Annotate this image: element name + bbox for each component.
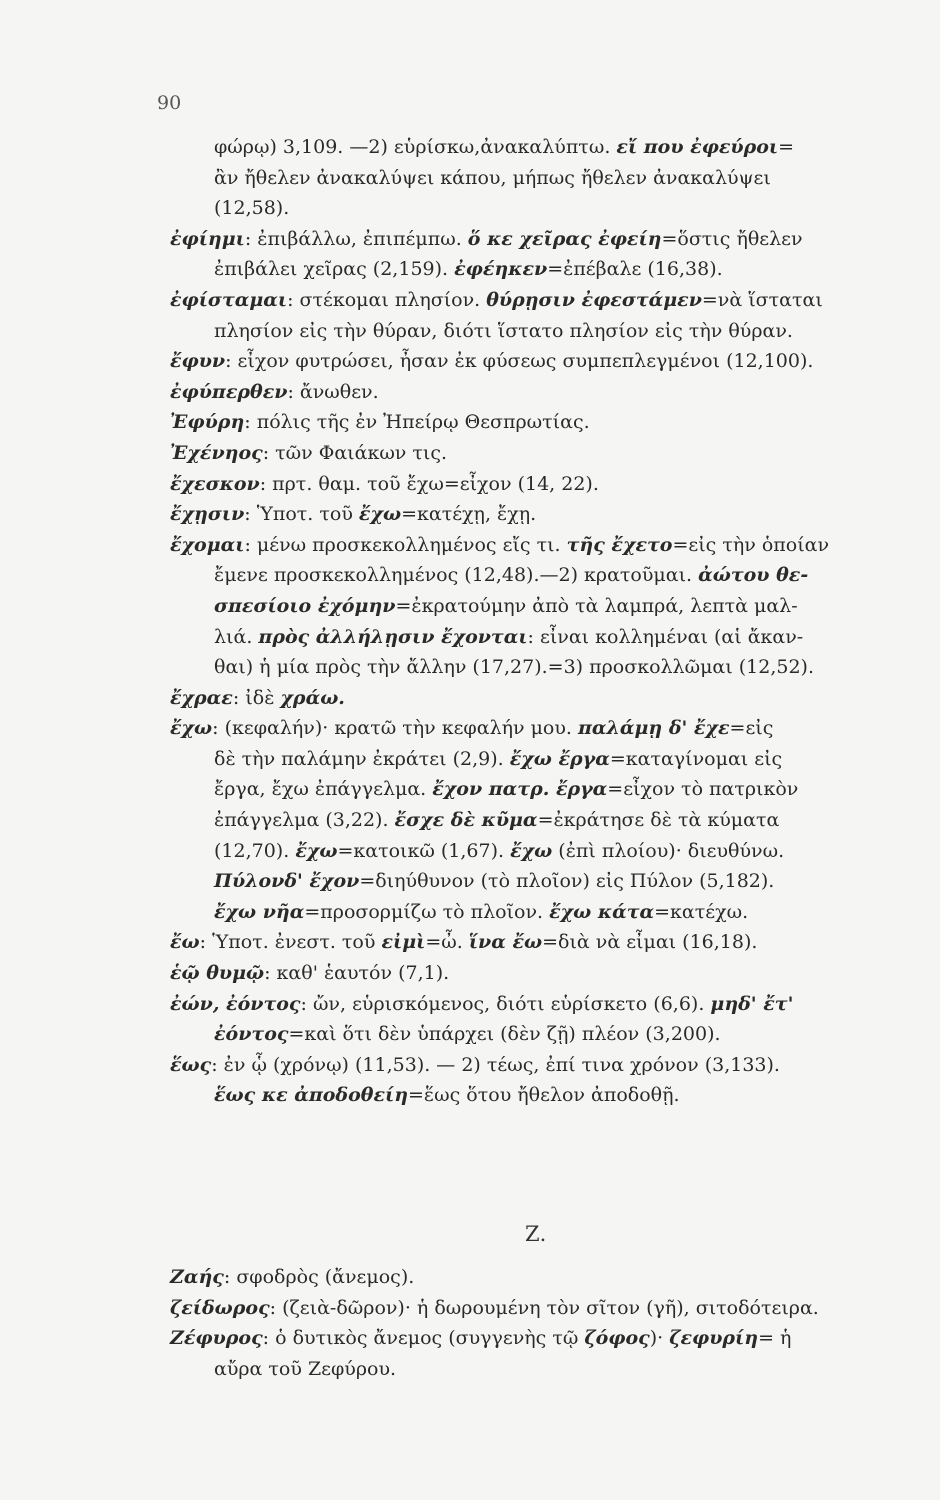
definition-text: =κατέχω. (654, 900, 749, 923)
entry-line (170, 622, 910, 653)
definition-text: ἐπιβάλει χεῖρας (2,159). (214, 258, 455, 281)
definition-text: =ἐκρατούμην ἀπὸ τὰ λαμπρά, λεπτὰ μαλ- (395, 594, 798, 617)
definition-text: =εἰς τὴν ὁποίαν (672, 533, 830, 556)
definition-text: αὔρα τοῦ Ζεφύρου. (214, 1357, 397, 1380)
definition-text: θαι) ἡ μία πρὸς τὴν ἄλλην (17,27).=3) προσκολλῶμαι (12,52). (214, 656, 815, 679)
quotation: ζόφος (584, 1327, 650, 1350)
entry-line (170, 163, 910, 194)
entry-line (170, 469, 910, 500)
headword: ἑῷ θυμῷ (170, 962, 265, 985)
entry-line (170, 560, 910, 591)
definition-text: : εἶχον φυτρώσει, ἦσαν ἐκ φύσεως συμπεπλεγμένοι (12,100). (225, 350, 814, 373)
entry-line (170, 407, 910, 438)
entry-line (170, 132, 910, 163)
quotation: ζεφυρίη (669, 1327, 759, 1350)
headword: ἐφίημι (170, 227, 245, 250)
definition-text: =κατοικῶ (1,67). (337, 839, 511, 862)
quotation: ἔχω νῆα (214, 900, 305, 923)
definition-text: λιά. (214, 625, 259, 648)
definition-text: : τῶν Φαιάκων τις. (262, 441, 448, 464)
entry-line (170, 1262, 910, 1293)
definition-text: : πόλις τῆς ἐν Ἠπείρῳ Θεσπρωτίας. (244, 411, 590, 434)
quotation: ἔχον πατρ. ἔργα (432, 778, 608, 801)
definition-text: ἂν ἤθελεν ἀνακαλύψει κάπου, μήπως ἤθελεν ἀνακαλύψει (214, 166, 771, 189)
headword: ἐών, ἐόντος (170, 992, 301, 1015)
entry-line (170, 499, 910, 530)
definition-text: φώρῳ) 3,109. —2) εὑρίσκω,ἀνακαλύπτω. (214, 136, 617, 158)
entry-line (170, 652, 910, 683)
quotation: πρὸς ἀλλήλῃσιν ἔχονται (258, 625, 528, 648)
entry-line (170, 744, 910, 775)
definition-text: (ἐπὶ πλοίου)· διευθύνω. (552, 839, 785, 862)
definition-text: : ἰδὲ (232, 686, 281, 709)
quotation: εἰμὶ (381, 931, 426, 954)
definition-text: δὲ τὴν παλάμην ἐκράτει (2,9). (214, 747, 510, 770)
definition-text: : ἐπιβάλλω, ἐπιπέμπω. (244, 227, 468, 250)
headword: ἕως (170, 1053, 212, 1076)
quotation: μηδ' ἔτ' (710, 992, 794, 1015)
section-heading: Ζ. (525, 1222, 547, 1246)
entry-line (170, 254, 910, 285)
headword: ἐφίσταμαι (170, 288, 288, 311)
quotation: τῆς ἔχετο (566, 533, 673, 556)
definition-text: (12,58). (214, 197, 290, 220)
definition-text: : στέκομαι πλησίον. (287, 288, 487, 311)
dictionary-entries (170, 132, 910, 1111)
headword: ἔχω (170, 717, 213, 740)
quotation: ἔχω (358, 503, 402, 526)
headword: ἐφύπερθεν (170, 380, 288, 403)
quotation: ἵνα ἔω (468, 931, 543, 954)
definition-text: =ὦ. (425, 931, 469, 954)
quotation: ἔχω (295, 839, 338, 862)
definition-text: =διὰ νὰ εἶμαι (16,18). (542, 931, 758, 954)
entry-line (170, 897, 910, 928)
definition-text: : Ὑποτ. τοῦ (244, 503, 359, 526)
entry-line (170, 224, 910, 255)
headword: ἔχομαι (170, 533, 245, 556)
definition-text: : πρτ. θαμ. τοῦ ἔχω=εἶχον (14, 22). (259, 472, 599, 495)
definition-text: =κατέχῃ, ἔχῃ. (401, 503, 537, 526)
quotation: χράω. (280, 686, 345, 709)
headword: Ζαής (170, 1266, 224, 1288)
page-number: 90 (157, 92, 182, 114)
definition-text: = ἡ (758, 1327, 792, 1350)
quotation: ἔχω (510, 839, 553, 862)
entry-line (170, 683, 910, 714)
definition-text: =εἰς (729, 717, 774, 740)
quotation: ἔσχε δὲ κῦμα (394, 809, 538, 832)
definition-text: : μένω προσκεκολλημένος εἴς τι. (244, 533, 567, 556)
definition-text: : ἐν ᾧ (χρόνῳ) (11,53). — 2) τέως, ἐπί τινα χρόνον (3,133). (211, 1053, 780, 1076)
quotation: ἕως κε ἀποδοθείη (214, 1084, 409, 1107)
headword: Ἐφύρη (170, 411, 245, 434)
definition-text: : (κεφαλήν)· κρατῶ τὴν κεφαλήν μου. (212, 717, 579, 740)
headword: ἔχῃσιν (170, 503, 245, 526)
definition-text: : καθ' ἑαυτόν (7,1). (264, 962, 450, 985)
quotation: ὅ κε χεῖρας ἐφείη (467, 227, 662, 250)
definition-text: : Ὑποτ. ἐνεστ. τοῦ (199, 931, 382, 954)
definition-text: πλησίον εἰς τὴν θύραν, διότι ἵστατο πλησίον εἰς τὴν θύραν. (214, 319, 793, 342)
definition-text: ἐπάγγελμα (3,22). (214, 809, 395, 832)
quotation: εἴ που ἐφεύροι (616, 136, 779, 158)
definition-text: = (778, 136, 795, 158)
definition-text: : ὁ δυτικὸς ἄνεμος (συγγενὴς τῷ (262, 1327, 585, 1350)
quotation: ἔχω κάτα (549, 900, 655, 923)
definition-text: =νὰ ἵσταται (701, 288, 823, 311)
entry-line (170, 805, 910, 836)
headword: Ζέφυρος (170, 1327, 263, 1350)
entry-line (170, 713, 910, 744)
definition-text: =ἐπέβαλε (16,38). (547, 258, 723, 281)
quotation: Πύλονδ' ἔχον (214, 870, 360, 893)
entry-line (170, 1050, 910, 1081)
definition-text: ἔμενε προσκεκολλημένος (12,48).—2) κρατοῦμαι. (214, 564, 699, 587)
z-section-entries (170, 1262, 910, 1384)
quotation: θύρῃσιν ἐφεστάμεν (486, 288, 702, 311)
headword: ἔχεσκον (170, 472, 260, 495)
entry-line (170, 1293, 910, 1324)
quotation: ἀώτου θε- (698, 564, 809, 587)
definition-text: =ἐκράτησε δὲ τὰ κύματα (537, 809, 780, 832)
entry-line (170, 346, 910, 377)
entry-line (170, 958, 910, 989)
definition-text: )· (649, 1327, 670, 1350)
entry-line (170, 1323, 910, 1354)
definition-text: =καὶ ὅτι δὲν ὑπάρχει (δὲν ζῇ) πλέον (3,200). (288, 1023, 721, 1046)
headword: ἔχραε (170, 686, 233, 709)
definition-text: : (ζειὰ-δῶρον)· ἡ δωρουμένη τὸν σῖτον (γῆ), σιτοδότειρα. (269, 1296, 819, 1319)
quotation: παλάμῃ δ' ἔχε (578, 717, 730, 740)
definition-text: =ὅστις ἤθελεν (661, 227, 803, 250)
entry-line (170, 866, 910, 897)
definition-text: : εἶναι κολλημέναι (αἱ ἄκαν- (527, 625, 804, 648)
entry-line (170, 530, 910, 561)
quotation: ἐφέηκεν (454, 258, 548, 281)
headword: Ἐχένηος (170, 441, 263, 464)
entry-line (170, 836, 910, 867)
definition-text: =προσορμίζω τὸ πλοῖον. (304, 900, 550, 923)
quotation: ἐόντος (214, 1023, 289, 1046)
entry-line (170, 989, 910, 1020)
definition-text: =καταγίνομαι εἰς (609, 747, 783, 770)
headword: ἔω (170, 931, 200, 954)
definition-text: (12,70). (214, 839, 296, 862)
entry-line (170, 438, 910, 469)
entry-line (170, 927, 910, 958)
quotation: σπεσίοιο ἐχόμην (214, 594, 396, 617)
entry-line (170, 1354, 910, 1385)
entry-line (170, 774, 910, 805)
entry-line (170, 377, 910, 408)
entry-line (170, 285, 910, 316)
definition-text: =εἶχον τὸ πατρικὸν (607, 778, 799, 801)
definition-text: =ἕως ὅτου ἤθελον ἀποδοθῇ. (408, 1084, 680, 1107)
definition-text: : σφοδρὸς (ἄνεμος). (223, 1266, 415, 1288)
quotation: ἔχω ἔργα (509, 747, 610, 770)
headword: ἔφυν (170, 350, 226, 373)
definition-text: : ἄνωθεν. (287, 380, 379, 403)
definition-text: : ὤν, εὑρισκόμενος, διότι εὑρίσκετο (6,6). (300, 992, 711, 1015)
entry-line (170, 1080, 910, 1111)
entry-line (170, 316, 910, 347)
definition-text: =διηύθυνον (τὸ πλοῖον) εἰς Πύλον (5,182). (359, 870, 775, 893)
headword: ζείδωρος (170, 1296, 270, 1319)
entry-line (170, 1019, 910, 1050)
definition-text: ἔργα, ἔχω ἐπάγγελμα. (214, 778, 433, 801)
entry-line (170, 193, 910, 224)
entry-line (170, 591, 910, 622)
